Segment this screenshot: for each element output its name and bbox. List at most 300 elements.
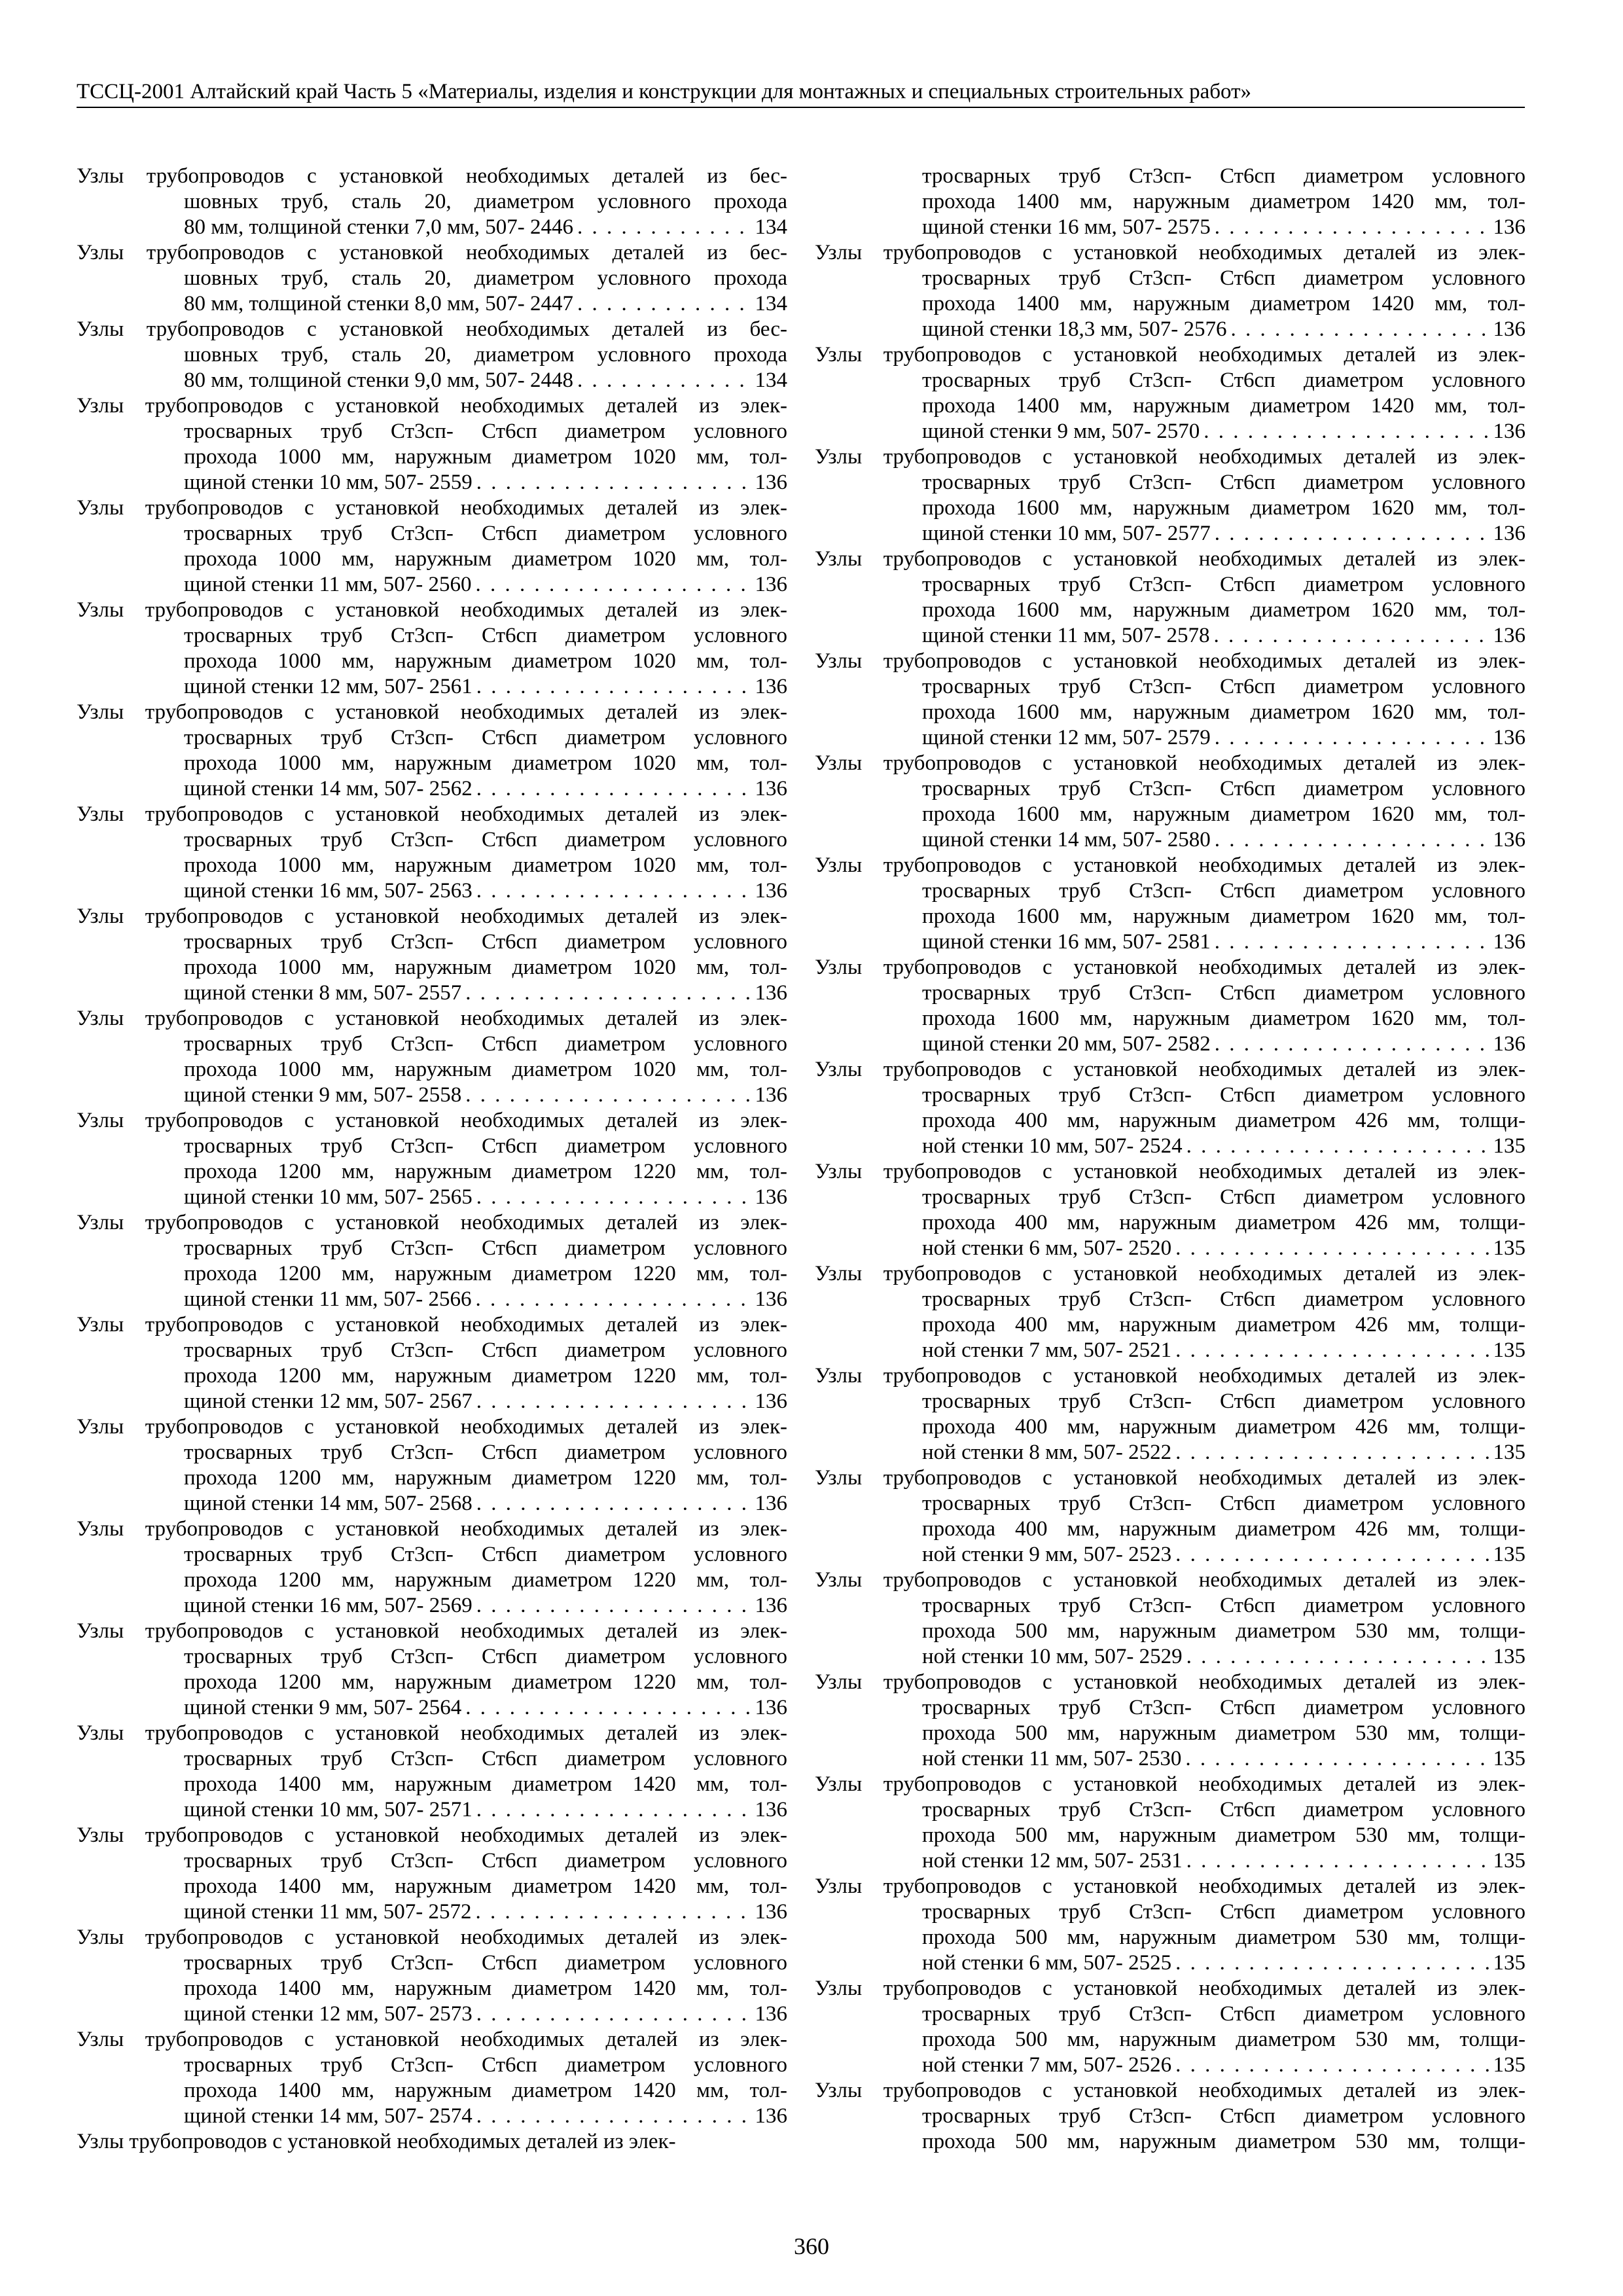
entry-line: Узлы трубопроводов с установкой необходимых деталей из элек- [815,1466,1525,1490]
entry-line: тросварных труб Ст3сп- Ст6сп диаметром условного [922,1900,1525,1924]
entry-line: прохода 400 мм, наружным диаметром 426 мм, толщи- [922,1313,1525,1336]
entry-text: щиной стенки 11 мм, 507- 2566 [184,1287,472,1311]
entry-page-ref: 135 [1493,1338,1525,1362]
dot-leader [476,878,751,904]
entry-page-ref: 134 [755,368,787,392]
index-entry [77,240,787,317]
index-entry [815,164,1525,240]
index-entry [815,955,1525,1057]
entry-line: тросварных труб Ст3сп- Ст6сп диаметром условного [922,1798,1525,1821]
entry-line: Узлы трубопроводов с установкой необходимых деталей из элек- [815,1568,1525,1592]
dot-leader [1204,419,1489,444]
entry-text: ной стенки 11 мм, 507- 2530 [922,1747,1182,1770]
entry-line: прохода 1000 мм, наружным диаметром 1020 мм, тол- [184,547,787,571]
entry-line: прохода 400 мм, наружным диаметром 426 мм, толщи- [922,1109,1525,1132]
dot-leader [1186,1134,1489,1159]
entry-line: прохода 1000 мм, наружным диаметром 1020 мм, тол- [184,649,787,673]
entry-text: щиной стенки 12 мм, 507- 2573 [184,2002,473,2026]
entry-text: щиной стенки 18,3 мм, 507- 2576 [922,317,1227,341]
dot-leader [476,1593,751,1619]
entry-line: прохода 1200 мм, наружным диаметром 1220 мм, тол- [184,1160,787,1183]
index-entry [77,904,787,1006]
entry-line: прохода 400 мм, наружным диаметром 426 мм, толщи- [922,1211,1525,1234]
entry-line: тросварных труб Ст3сп- Ст6сп диаметром условного [922,164,1525,188]
entry-page-ref: 136 [755,675,787,698]
entry-line: прохода 500 мм, наружным диаметром 530 мм, толщи- [922,1721,1525,1745]
entry-line: тросварных труб Ст3сп- Ст6сп диаметром условного [184,420,787,443]
entry-line: Узлы трубопроводов с установкой необходимых деталей из элек- [77,700,787,724]
entry-line: тросварных труб Ст3сп- Ст6сп диаметром условного [922,1390,1525,1413]
entry-text: щиной стенки 12 мм, 507- 2561 [184,675,473,698]
entry-last-line [815,623,1525,649]
entry-line: тросварных труб Ст3сп- Ст6сп диаметром условного [184,624,787,647]
entry-last-line [815,1950,1525,1976]
entry-text: щиной стенки 10 мм, 507- 2571 [184,1798,473,1821]
entry-line: тросварных труб Ст3сп- Ст6сп диаметром условного [184,1747,787,1770]
entry-last-line [815,1440,1525,1465]
entry-line: тросварных труб Ст3сп- Ст6сп диаметром условного [184,522,787,545]
entry-page-ref: 136 [1493,726,1525,749]
entry-line: Узлы трубопроводов с установкой необходимых деталей из элек- [77,1313,787,1336]
entry-text: щиной стенки 10 мм, 507- 2565 [184,1185,473,1209]
entry-page-ref: 136 [755,2104,787,2128]
dot-leader [1214,623,1489,649]
entry-page-ref: 135 [1493,1236,1525,1260]
entry-line: прохода 1400 мм, наружным диаметром 1420 мм, тол- [922,292,1525,315]
entry-text: ной стенки 12 мм, 507- 2531 [922,1849,1183,1873]
index-entry [815,1261,1525,1363]
entry-text: 80 мм, толщиной стенки 8,0 мм, 507- 2447 [184,292,573,315]
entry-line: тросварных труб Ст3сп- Ст6сп диаметром условного [922,1594,1525,1617]
entry-line: прохода 1600 мм, наружным диаметром 1620 мм, тол- [922,905,1525,928]
entry-line: Узлы трубопроводов с установкой необходимых деталей из элек- [815,1772,1525,1796]
entry-page-ref: 135 [1493,1747,1525,1770]
entry-text: щиной стенки 14 мм, 507- 2580 [922,828,1211,852]
entry-line: тросварных труб Ст3сп- Ст6сп диаметром условного [922,1287,1525,1311]
entry-last-line [815,827,1525,853]
entry-text: ной стенки 9 мм, 507- 2523 [922,1543,1172,1566]
entry-last-line [77,368,787,393]
entry-last-line [77,980,787,1006]
entry-line: шовных труб, сталь 20, диаметром условного прохода [184,266,787,290]
entry-text: 80 мм, толщиной стенки 9,0 мм, 507- 2448 [184,368,573,392]
entry-last-line [77,674,787,700]
entry-page-ref: 136 [755,981,787,1005]
entry-page-ref: 135 [1493,1543,1525,1566]
entry-line: прохода 500 мм, наружным диаметром 530 мм, толщи- [922,2028,1525,2051]
index-entry [77,1516,787,1619]
entry-text: щиной стенки 12 мм, 507- 2567 [184,1390,473,1413]
dot-leader [1215,521,1489,547]
entry-line: Узлы трубопроводов с установкой необходимых деталей из элек- [815,1874,1525,1898]
entry-last-line [815,1031,1525,1057]
index-column-right [815,164,1525,2155]
entry-line: Узлы трубопроводов с установкой необходимых деталей из элек- [77,1517,787,1541]
entry-text: щиной стенки 10 мм, 507- 2577 [922,522,1211,545]
entry-text: щиной стенки 16 мм, 507- 2575 [922,215,1211,239]
entry-line: прохода 1000 мм, наружным диаметром 1020 мм, тол- [184,445,787,469]
entry-last-line [77,878,787,904]
entry-page-ref: 136 [1493,420,1525,443]
entry-line: прохода 500 мм, наружным диаметром 530 мм, толщи- [922,1926,1525,1949]
entry-line: тросварных труб Ст3сп- Ст6сп диаметром условного [184,1543,787,1566]
entry-line: прохода 1000 мм, наружным диаметром 1020 мм, тол- [184,751,787,775]
entry-line: тросварных труб Ст3сп- Ст6сп диаметром условного [184,1441,787,1464]
entry-text: щиной стенки 12 мм, 507- 2579 [922,726,1211,749]
dot-leader [1215,1031,1489,1057]
dot-leader [1175,1236,1489,1261]
entry-line: Узлы трубопроводов с установкой необходимых деталей из элек- [77,802,787,826]
entry-line: Узлы трубопроводов с установкой необходимых деталей из элек- [815,751,1525,775]
entry-text: ной стенки 6 мм, 507- 2520 [922,1236,1172,1260]
dot-leader [476,1389,751,1414]
entry-last-line [77,1593,787,1619]
entry-line: тросварных труб Ст3сп- Ст6сп диаметром условного [184,828,787,852]
entry-line: тросварных труб Ст3сп- Ст6сп диаметром условного [184,930,787,954]
dot-leader [476,1185,751,1210]
entry-text: ной стенки 7 мм, 507- 2526 [922,2053,1172,2077]
entry-page-ref: 136 [1493,930,1525,954]
entry-line: прохода 1200 мм, наружным диаметром 1220 мм, тол- [184,1568,787,1592]
entry-line: тросварных труб Ст3сп- Ст6сп диаметром условного [922,471,1525,494]
dot-leader [476,1797,751,1823]
dot-leader [476,470,751,495]
dot-leader [465,980,751,1006]
page-number: 360 [794,2233,829,2259]
entry-line: Узлы трубопроводов с установкой необходимых деталей из элек- [77,905,787,928]
dot-leader [1215,827,1489,853]
entry-text: щиной стенки 9 мм, 507- 2570 [922,420,1200,443]
dot-leader [1186,1848,1489,1874]
entry-last-line [77,470,787,495]
dot-leader [476,776,751,802]
entry-last-line [815,1542,1525,1568]
entry-page-ref: 135 [1493,1951,1525,1975]
entry-line: шовных труб, сталь 20, диаметром условного прохода [184,343,787,367]
index-entry [77,1210,787,1312]
entry-line: прохода 1600 мм, наружным диаметром 1620 мм, тол- [922,598,1525,622]
entry-line: Узлы трубопроводов с установкой необходимых деталей из элек- [77,1109,787,1132]
entry-text: ной стенки 6 мм, 507- 2525 [922,1951,1172,1975]
entry-line: тросварных труб Ст3сп- Ст6сп диаметром условного [184,1032,787,1056]
entry-page-ref: 136 [1493,624,1525,647]
index-entry [815,751,1525,853]
entry-line: прохода 1000 мм, наружным диаметром 1020 мм, тол- [184,853,787,877]
entry-line: Узлы трубопроводов с установкой необходимых деталей из элек- [815,649,1525,673]
entry-line: Узлы трубопроводов с установкой необходимых деталей из элек- [77,598,787,622]
entry-page-ref: 135 [1493,2053,1525,2077]
dot-leader [577,215,751,240]
entry-line: тросварных труб Ст3сп- Ст6сп диаметром условного [184,1849,787,1873]
entry-page-ref: 135 [1493,1645,1525,1668]
entry-line: прохода 1600 мм, наружным диаметром 1620 мм, тол- [922,700,1525,724]
entry-text: щиной стенки 14 мм, 507- 2574 [184,2104,473,2128]
entry-line: Узлы трубопроводов с установкой необходимых деталей из элек- [77,2028,787,2051]
index-entry [77,1721,787,1823]
entry-line: прохода 1200 мм, наружным диаметром 1220 мм, тол- [184,1670,787,1694]
dot-leader [476,2001,751,2027]
entry-page-ref: 135 [1493,1441,1525,1464]
entry-line: прохода 1000 мм, наружным диаметром 1020 мм, тол- [184,956,787,979]
entry-page-ref: 136 [1493,1032,1525,1056]
index-entry [815,1159,1525,1261]
entry-line: прохода 1600 мм, наружным диаметром 1620 мм, тол- [922,802,1525,826]
entry-line: Узлы трубопроводов с установкой необходимых деталей из элек- [815,956,1525,979]
entry-page-ref: 136 [755,1492,787,1515]
entry-page-ref: 136 [755,777,787,800]
index-entry [815,1568,1525,1670]
entry-last-line [815,1134,1525,1159]
index-entry [77,1414,787,1516]
entry-line: тросварных труб Ст3сп- Ст6сп диаметром условного [922,675,1525,698]
entry-line: шовных труб, сталь 20, диаметром условного прохода [184,190,787,213]
entry-line: Узлы трубопроводов с установкой необходимых деталей из элек- [815,1262,1525,1285]
entry-last-line [77,776,787,802]
index-entry [77,598,787,700]
dot-leader [1215,929,1489,955]
entry-text: щиной стенки 9 мм, 507- 2564 [184,1696,462,1719]
entry-line: Узлы трубопроводов с установкой необходимых деталей из элек- [77,1721,787,1745]
entry-line: Узлы трубопроводов с установкой необходимых деталей из элек- [815,445,1525,469]
entry-last-line [815,1746,1525,1772]
entry-last-line [77,1185,787,1210]
index-entry [815,547,1525,649]
entry-last-line [77,1287,787,1312]
entry-page-ref: 136 [755,1287,787,1311]
entry-page-ref: 136 [755,1696,787,1719]
dot-leader [465,1083,751,1108]
entry-page-ref: 136 [1493,317,1525,341]
index-entry [77,393,787,495]
entry-line: тросварных труб Ст3сп- Ст6сп диаметром условного [184,2053,787,2077]
index-entry [77,2129,787,2155]
entry-text: щиной стенки 11 мм, 507- 2572 [184,1900,472,1924]
entry-last-line [815,1236,1525,1261]
entry-line: Узлы трубопроводов с установкой необходимых деталей из элек- [815,1670,1525,1694]
entry-line: Узлы трубопроводов с установкой необходимых деталей из элек- [77,394,787,418]
entry-page-ref: 135 [1493,1134,1525,1158]
dot-leader [476,674,751,700]
dot-leader [476,572,751,598]
entry-line: тросварных труб Ст3сп- Ст6сп диаметром условного [922,2104,1525,2128]
entry-last-line [77,291,787,317]
dot-leader [476,1287,751,1312]
entry-text: щиной стенки 9 мм, 507- 2558 [184,1083,462,1107]
index-entry [77,317,787,393]
index-entry [815,1772,1525,1874]
entry-line: Узлы трубопроводов с установкой необходимых деталей из элек- [77,2130,676,2153]
entry-text: щиной стенки 16 мм, 507- 2563 [184,879,473,903]
entry-page-ref: 134 [755,215,787,239]
entry-text: щиной стенки 10 мм, 507- 2559 [184,471,473,494]
entry-line: тросварных труб Ст3сп- Ст6сп диаметром условного [922,879,1525,903]
entry-line: прохода 1400 мм, наружным диаметром 1420 мм, тол- [184,1772,787,1796]
entry-line: Узлы трубопроводов с установкой необходимых деталей из бес- [77,164,787,188]
entry-last-line [815,1338,1525,1363]
entry-last-line [815,419,1525,444]
entry-line: Узлы трубопроводов с установкой необходимых деталей из элек- [77,1415,787,1439]
entry-last-line [77,1899,787,1925]
entry-line: тросварных труб Ст3сп- Ст6сп диаметром условного [922,777,1525,800]
entry-last-line [77,1797,787,1823]
entry-line: прохода 400 мм, наружным диаметром 426 мм, толщи- [922,1517,1525,1541]
index-entry [815,444,1525,547]
entry-line: Узлы трубопроводов с установкой необходимых деталей из элек- [815,241,1525,264]
index-entry [815,1670,1525,1772]
entry-last-line [815,725,1525,751]
index-entry [815,1874,1525,1976]
index-entry [77,1925,787,2027]
dot-leader [1215,215,1489,240]
entry-text: ной стенки 8 мм, 507- 2522 [922,1441,1172,1464]
entry-line: Узлы трубопроводов с установкой необходимых деталей из элек- [77,1007,787,1030]
index-entry [77,2027,787,2129]
entry-line: Узлы трубопроводов с установкой необходимых деталей из элек- [77,1823,787,1847]
page-header: ТССЦ-2001 Алтайский край Часть 5 «Материалы, изделия и конструкции для монтажных и специальных строительных работ» [77,80,1252,103]
entry-line: тросварных труб Ст3сп- Ст6сп диаметром условного [184,1236,787,1260]
entry-page-ref: 134 [755,292,787,315]
index-entry [815,2078,1525,2155]
index-entry [77,495,787,598]
dot-leader [476,1899,751,1925]
entry-line: прохода 1200 мм, наружным диаметром 1220 мм, тол- [184,1262,787,1285]
dot-leader [1175,1440,1489,1465]
dot-leader [1186,1644,1489,1670]
dot-leader [1175,1950,1489,1976]
entry-page-ref: 136 [755,1083,787,1107]
entry-line: Узлы трубопроводов с установкой необходимых деталей из элек- [815,1977,1525,2000]
entry-text: ной стенки 7 мм, 507- 2521 [922,1338,1172,1362]
entry-line: тросварных труб Ст3сп- Ст6сп диаметром условного [184,1338,787,1362]
entry-line: тросварных труб Ст3сп- Ст6сп диаметром условного [922,368,1525,392]
entry-line: тросварных труб Ст3сп- Ст6сп диаметром условного [184,1645,787,1668]
entry-line: Узлы трубопроводов с установкой необходимых деталей из элек- [815,853,1525,877]
entry-line: тросварных труб Ст3сп- Ст6сп диаметром условного [922,981,1525,1005]
index-entry [77,700,787,802]
entry-last-line [77,1389,787,1414]
dot-leader [577,368,751,393]
entry-line: тросварных труб Ст3сп- Ст6сп диаметром условного [922,1185,1525,1209]
entry-line: Узлы трубопроводов с установкой необходимых деталей из элек- [815,1058,1525,1081]
entry-line: тросварных труб Ст3сп- Ст6сп диаметром условного [184,1951,787,1975]
dot-leader [465,1695,751,1721]
index-entry [815,1976,1525,2078]
entry-line: Узлы трубопроводов с установкой необходимых деталей из элек- [77,1926,787,1949]
header-rule [77,107,1525,108]
entry-last-line [815,1644,1525,1670]
entry-page-ref: 136 [755,1798,787,1821]
entry-page-ref: 136 [755,1185,787,1209]
entry-line: Узлы трубопроводов с установкой необходимых деталей из элек- [815,547,1525,571]
entry-line: прохода 1400 мм, наружным диаметром 1420 мм, тол- [184,2079,787,2102]
entry-text: щиной стенки 20 мм, 507- 2582 [922,1032,1211,1056]
entry-line: Узлы трубопроводов с установкой необходимых деталей из элек- [77,1211,787,1234]
entry-line: прохода 500 мм, наружным диаметром 530 мм, толщи- [922,1619,1525,1643]
entry-last-line [77,1491,787,1516]
entry-last-line [815,2053,1525,2078]
entry-line: прохода 500 мм, наружным диаметром 530 мм, толщи- [922,1823,1525,1847]
entry-line: прохода 1400 мм, наружным диаметром 1420 мм, тол- [184,1874,787,1898]
dot-leader [476,1491,751,1516]
dot-leader [1230,317,1489,342]
entry-line: прохода 1200 мм, наружным диаметром 1220 мм, тол- [184,1466,787,1490]
entry-last-line [77,215,787,240]
dot-leader [1215,725,1489,751]
entry-line: тросварных труб Ст3сп- Ст6сп диаметром условного [922,573,1525,596]
entry-line: прохода 1400 мм, наружным диаметром 1420 мм, тол- [922,190,1525,213]
index-entry [77,164,787,240]
entry-last-line [77,2001,787,2027]
entry-last-line [77,2104,787,2129]
index-entry [77,1619,787,1721]
entry-line: Узлы трубопроводов с установкой необходимых деталей из элек- [815,1160,1525,1183]
entry-last-line [815,1848,1525,1874]
dot-leader [1185,1746,1489,1772]
index-entry [77,1006,787,1108]
index-entry [815,1057,1525,1159]
index-entry [815,342,1525,444]
index-entry [815,240,1525,342]
entry-text: щиной стенки 14 мм, 507- 2562 [184,777,473,800]
dot-leader [476,2104,751,2129]
entry-line: тросварных труб Ст3сп- Ст6сп диаметром условного [922,266,1525,290]
entry-line: тросварных труб Ст3сп- Ст6сп диаметром условного [184,726,787,749]
entry-line: прохода 400 мм, наружным диаметром 426 мм, толщи- [922,1415,1525,1439]
entry-line: Узлы трубопроводов с установкой необходимых деталей из элек- [815,1364,1525,1388]
entry-page-ref: 136 [755,1390,787,1413]
dot-leader [577,291,751,317]
entry-last-line [815,521,1525,547]
entry-page-ref: 136 [755,879,787,903]
index-entry [815,1363,1525,1465]
entry-line: прохода 1400 мм, наружным диаметром 1420 мм, тол- [184,1977,787,2000]
index-entry [815,1465,1525,1568]
entry-text: щиной стенки 11 мм, 507- 2578 [922,624,1210,647]
entry-last-line [815,929,1525,955]
entry-line: Узлы трубопроводов с установкой необходимых деталей из бес- [77,241,787,264]
entry-page-ref: 136 [755,2002,787,2026]
index-entry [815,853,1525,955]
index-column-left [77,164,787,2155]
entry-last-line [77,1083,787,1108]
entry-line: прохода 1000 мм, наружным диаметром 1020 мм, тол- [184,1058,787,1081]
index-entry [77,1823,787,1925]
entry-page-ref: 136 [1493,522,1525,545]
entry-line: Узлы трубопроводов с установкой необходимых деталей из элек- [815,343,1525,367]
entry-text: щиной стенки 11 мм, 507- 2560 [184,573,472,596]
entry-page-ref: 135 [1493,1849,1525,1873]
entry-text: щиной стенки 14 мм, 507- 2568 [184,1492,473,1515]
dot-leader [1175,1338,1489,1363]
index-entry [77,1108,787,1210]
entry-page-ref: 136 [755,573,787,596]
entry-page-ref: 136 [1493,828,1525,852]
index-entry [77,1312,787,1414]
entry-line: Узлы трубопроводов с установкой необходимых деталей из элек- [77,496,787,520]
entry-last-line [77,1695,787,1721]
entry-line: прохода 1600 мм, наружным диаметром 1620 мм, тол- [922,496,1525,520]
entry-page-ref: 136 [755,1594,787,1617]
entry-line: тросварных труб Ст3сп- Ст6сп диаметром условного [922,1696,1525,1719]
entry-page-ref: 136 [755,1900,787,1924]
entry-last-line [77,572,787,598]
dot-leader [1175,2053,1489,2078]
entry-text: 80 мм, толщиной стенки 7,0 мм, 507- 2446 [184,215,573,239]
entry-line: тросварных труб Ст3сп- Ст6сп диаметром условного [922,1083,1525,1107]
entry-text: ной стенки 10 мм, 507- 2529 [922,1645,1183,1668]
entry-last-line [815,317,1525,342]
entry-line: прохода 1400 мм, наружным диаметром 1420 мм, тол- [922,394,1525,418]
